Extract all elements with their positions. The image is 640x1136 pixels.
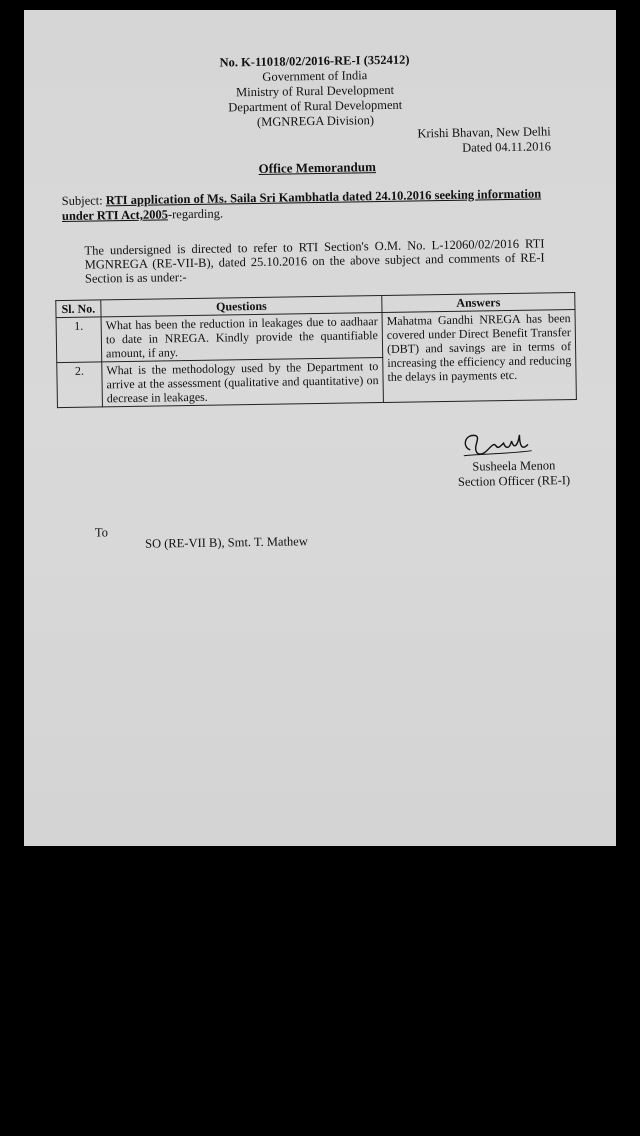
signatory-designation: Section Officer (RE-I) bbox=[457, 473, 571, 489]
place-date bbox=[417, 124, 551, 156]
letterhead-line: Government of India bbox=[262, 68, 368, 84]
subject-line bbox=[62, 187, 542, 225]
memo-title: Office Memorandum bbox=[258, 159, 377, 176]
handwritten-signature bbox=[455, 426, 545, 459]
qa-table bbox=[55, 292, 577, 408]
letterhead-line: Department of Rural Development bbox=[228, 97, 403, 115]
body-paragraph: The undersigned is directed to refer to RTI Section's O.M. No. L-12060/02/2016 RTI MGNREGA (RE-VII-B), dated 25.10.2016 on the above subject and comments of RE-I Section is as under:- bbox=[84, 236, 545, 286]
row-sl-no: 1. bbox=[56, 317, 102, 363]
row-question: What has been the reduction in leakages due to aadhaar to date in NREGA. Kindly provide the quantifiable amount, if any. bbox=[101, 313, 383, 362]
row-sl-no: 2. bbox=[57, 362, 103, 408]
recipient-value: SO (RE-VII B), Smt. T. Mathew bbox=[145, 534, 308, 551]
signatory-block bbox=[458, 458, 571, 490]
subject-tail: -regarding. bbox=[167, 206, 224, 222]
header-answers: Answers bbox=[382, 292, 575, 312]
subject-label: Subject: bbox=[61, 193, 103, 209]
signatory-name: Susheela Menon bbox=[472, 458, 556, 474]
table-row bbox=[56, 309, 576, 362]
reference-number: No. K-11018/02/2016-RE-I (352412) bbox=[219, 52, 410, 70]
document-page bbox=[24, 10, 616, 846]
place-location: Krishi Bhavan, New Delhi bbox=[417, 124, 551, 141]
document-content bbox=[24, 10, 616, 846]
letterhead-line: (MGNREGA Division) bbox=[256, 113, 375, 129]
subject-text: RTI application of Ms. Saila Sri Kambhatla dated 24.10.2016 seeking information under RTI Act,2005 bbox=[61, 186, 542, 224]
document-date: Dated 04.11.2016 bbox=[462, 139, 552, 155]
row-question: What is the methodology used by the Department to arrive at the assessment (qualitative and quantitative) on decrease in leakages. bbox=[102, 358, 384, 407]
letterhead-line: Ministry of Rural Development bbox=[235, 82, 395, 100]
letterhead bbox=[189, 52, 440, 131]
header-questions: Questions bbox=[101, 296, 382, 317]
row-answer: Mahatma Gandhi NREGA has been covered under Direct Benefit Transfer (DBT) and savings are in terms of increasing the efficiency and reducing the delays in payments etc. bbox=[382, 309, 576, 402]
header-sl-no: Sl. No. bbox=[56, 300, 101, 318]
to-label: To bbox=[94, 525, 109, 540]
